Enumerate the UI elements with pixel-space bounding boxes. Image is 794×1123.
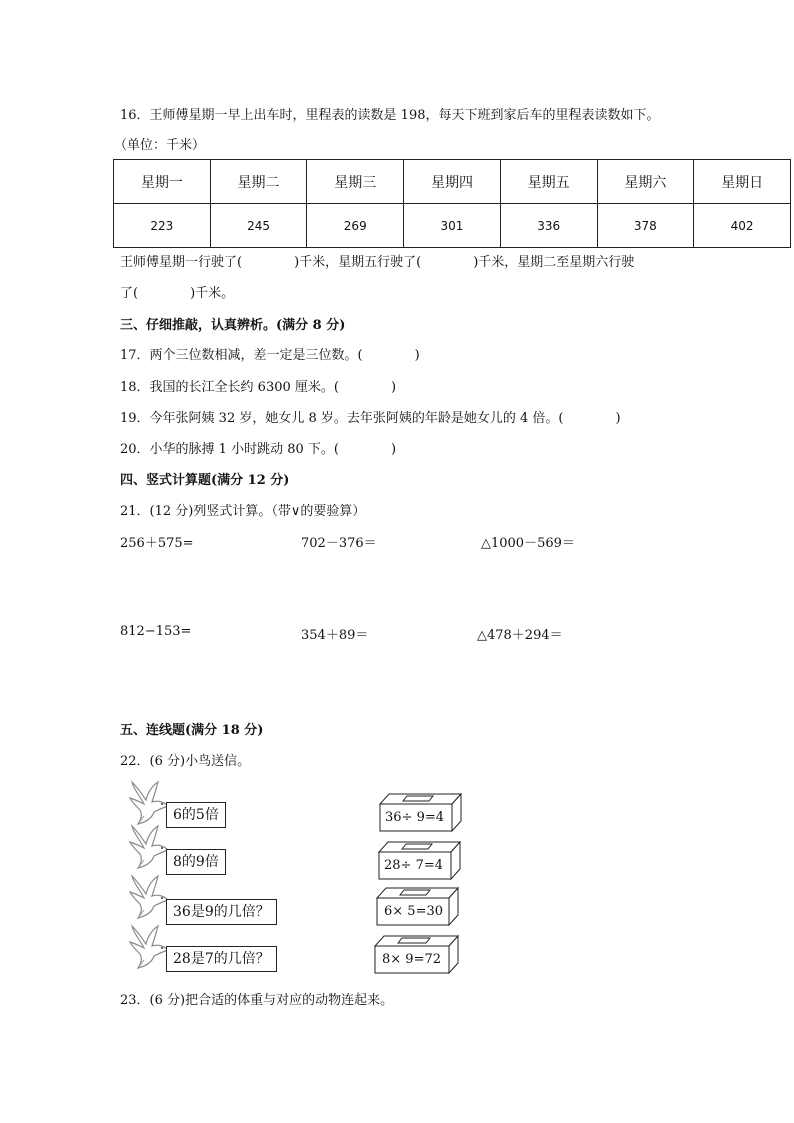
q16-answer-line2: 了( )千米。: [120, 286, 235, 301]
q22-text: 22．(6 分)小鸟送信。: [120, 754, 251, 769]
calc-expression: △1000－569＝: [481, 536, 575, 551]
day-cell: 星期二: [210, 160, 307, 204]
mailbox: [379, 792, 463, 832]
mailbox: [374, 934, 460, 974]
calc-expression: 256＋575=: [120, 536, 194, 551]
section4-title: 四、竖式计算题(满分 12 分): [120, 473, 290, 488]
mailbox-equation: 6× 5=30: [384, 904, 444, 919]
reading-cell: 378: [597, 204, 694, 248]
dove-icon: [128, 924, 170, 970]
calc-expression: △478＋294＝: [477, 628, 563, 643]
q21-text: 21．(12 分)列竖式计算。（带∨的要验算）: [120, 504, 366, 519]
calc-expression: 702－376＝: [301, 536, 377, 551]
letter-note: 28是7的几倍？: [166, 946, 277, 972]
q16-answer-line1: 王师傅星期一行驶了( )千米，星期五行驶了( )千米，星期二至星期六行驶: [120, 255, 635, 270]
letter-note: 36是9的几倍？: [166, 899, 277, 925]
mailbox-equation: 8× 9=72: [382, 952, 442, 967]
letter-note: 8的9倍: [166, 849, 226, 875]
q18-text: 18．我国的长江全长约 6300 厘米。( ): [120, 380, 397, 395]
dove-icon: [128, 824, 170, 870]
q16-text: 16．王师傅星期一早上出车时，里程表的读数是 198，每天下班到家后车的里程表读数如下。: [120, 108, 660, 123]
day-cell: 星期一: [114, 160, 211, 204]
q16-unit: （单位：千米）: [114, 138, 206, 153]
mailbox-equation: 28÷ 7=4: [384, 858, 444, 873]
calc-expression: 812−153=: [120, 624, 192, 639]
reading-cell: 301: [404, 204, 501, 248]
day-cell: 星期六: [597, 160, 694, 204]
day-cell: 星期四: [404, 160, 501, 204]
reading-cell: 223: [114, 204, 211, 248]
dove-icon: [128, 874, 170, 920]
mailbox: [378, 840, 462, 880]
reading-cell: 245: [210, 204, 307, 248]
table-header-row: [114, 160, 791, 204]
mailbox-equation: 36÷ 9=4: [385, 810, 445, 825]
section3-title: 三、仔细推敲，认真辨析。(满分 8 分): [120, 318, 346, 333]
q23-text: 23．(6 分)把合适的体重与对应的动物连起来。: [120, 993, 394, 1008]
day-cell: 星期日: [694, 160, 791, 204]
day-cell: 星期五: [500, 160, 597, 204]
section5-title: 五、连线题(满分 18 分): [120, 723, 264, 738]
day-cell: 星期三: [307, 160, 404, 204]
calc-expression: 354＋89＝: [301, 628, 369, 643]
reading-cell: 269: [307, 204, 404, 248]
q19-text: 19．今年张阿姨 32 岁，她女儿 8 岁。去年张阿姨的年龄是她女儿的 4 倍。( ): [120, 411, 621, 426]
table-row: [114, 204, 791, 248]
q17-text: 17．两个三位数相减，差一定是三位数。( ): [120, 348, 420, 363]
mailbox: [376, 886, 460, 926]
reading-cell: 336: [500, 204, 597, 248]
mileage-table: [113, 159, 791, 248]
letter-note: 6的5倍: [166, 802, 226, 828]
dove-icon: [128, 780, 170, 826]
reading-cell: 402: [694, 204, 791, 248]
q20-text: 20．小华的脉搏 1 小时跳动 80 下。( ): [120, 442, 397, 457]
